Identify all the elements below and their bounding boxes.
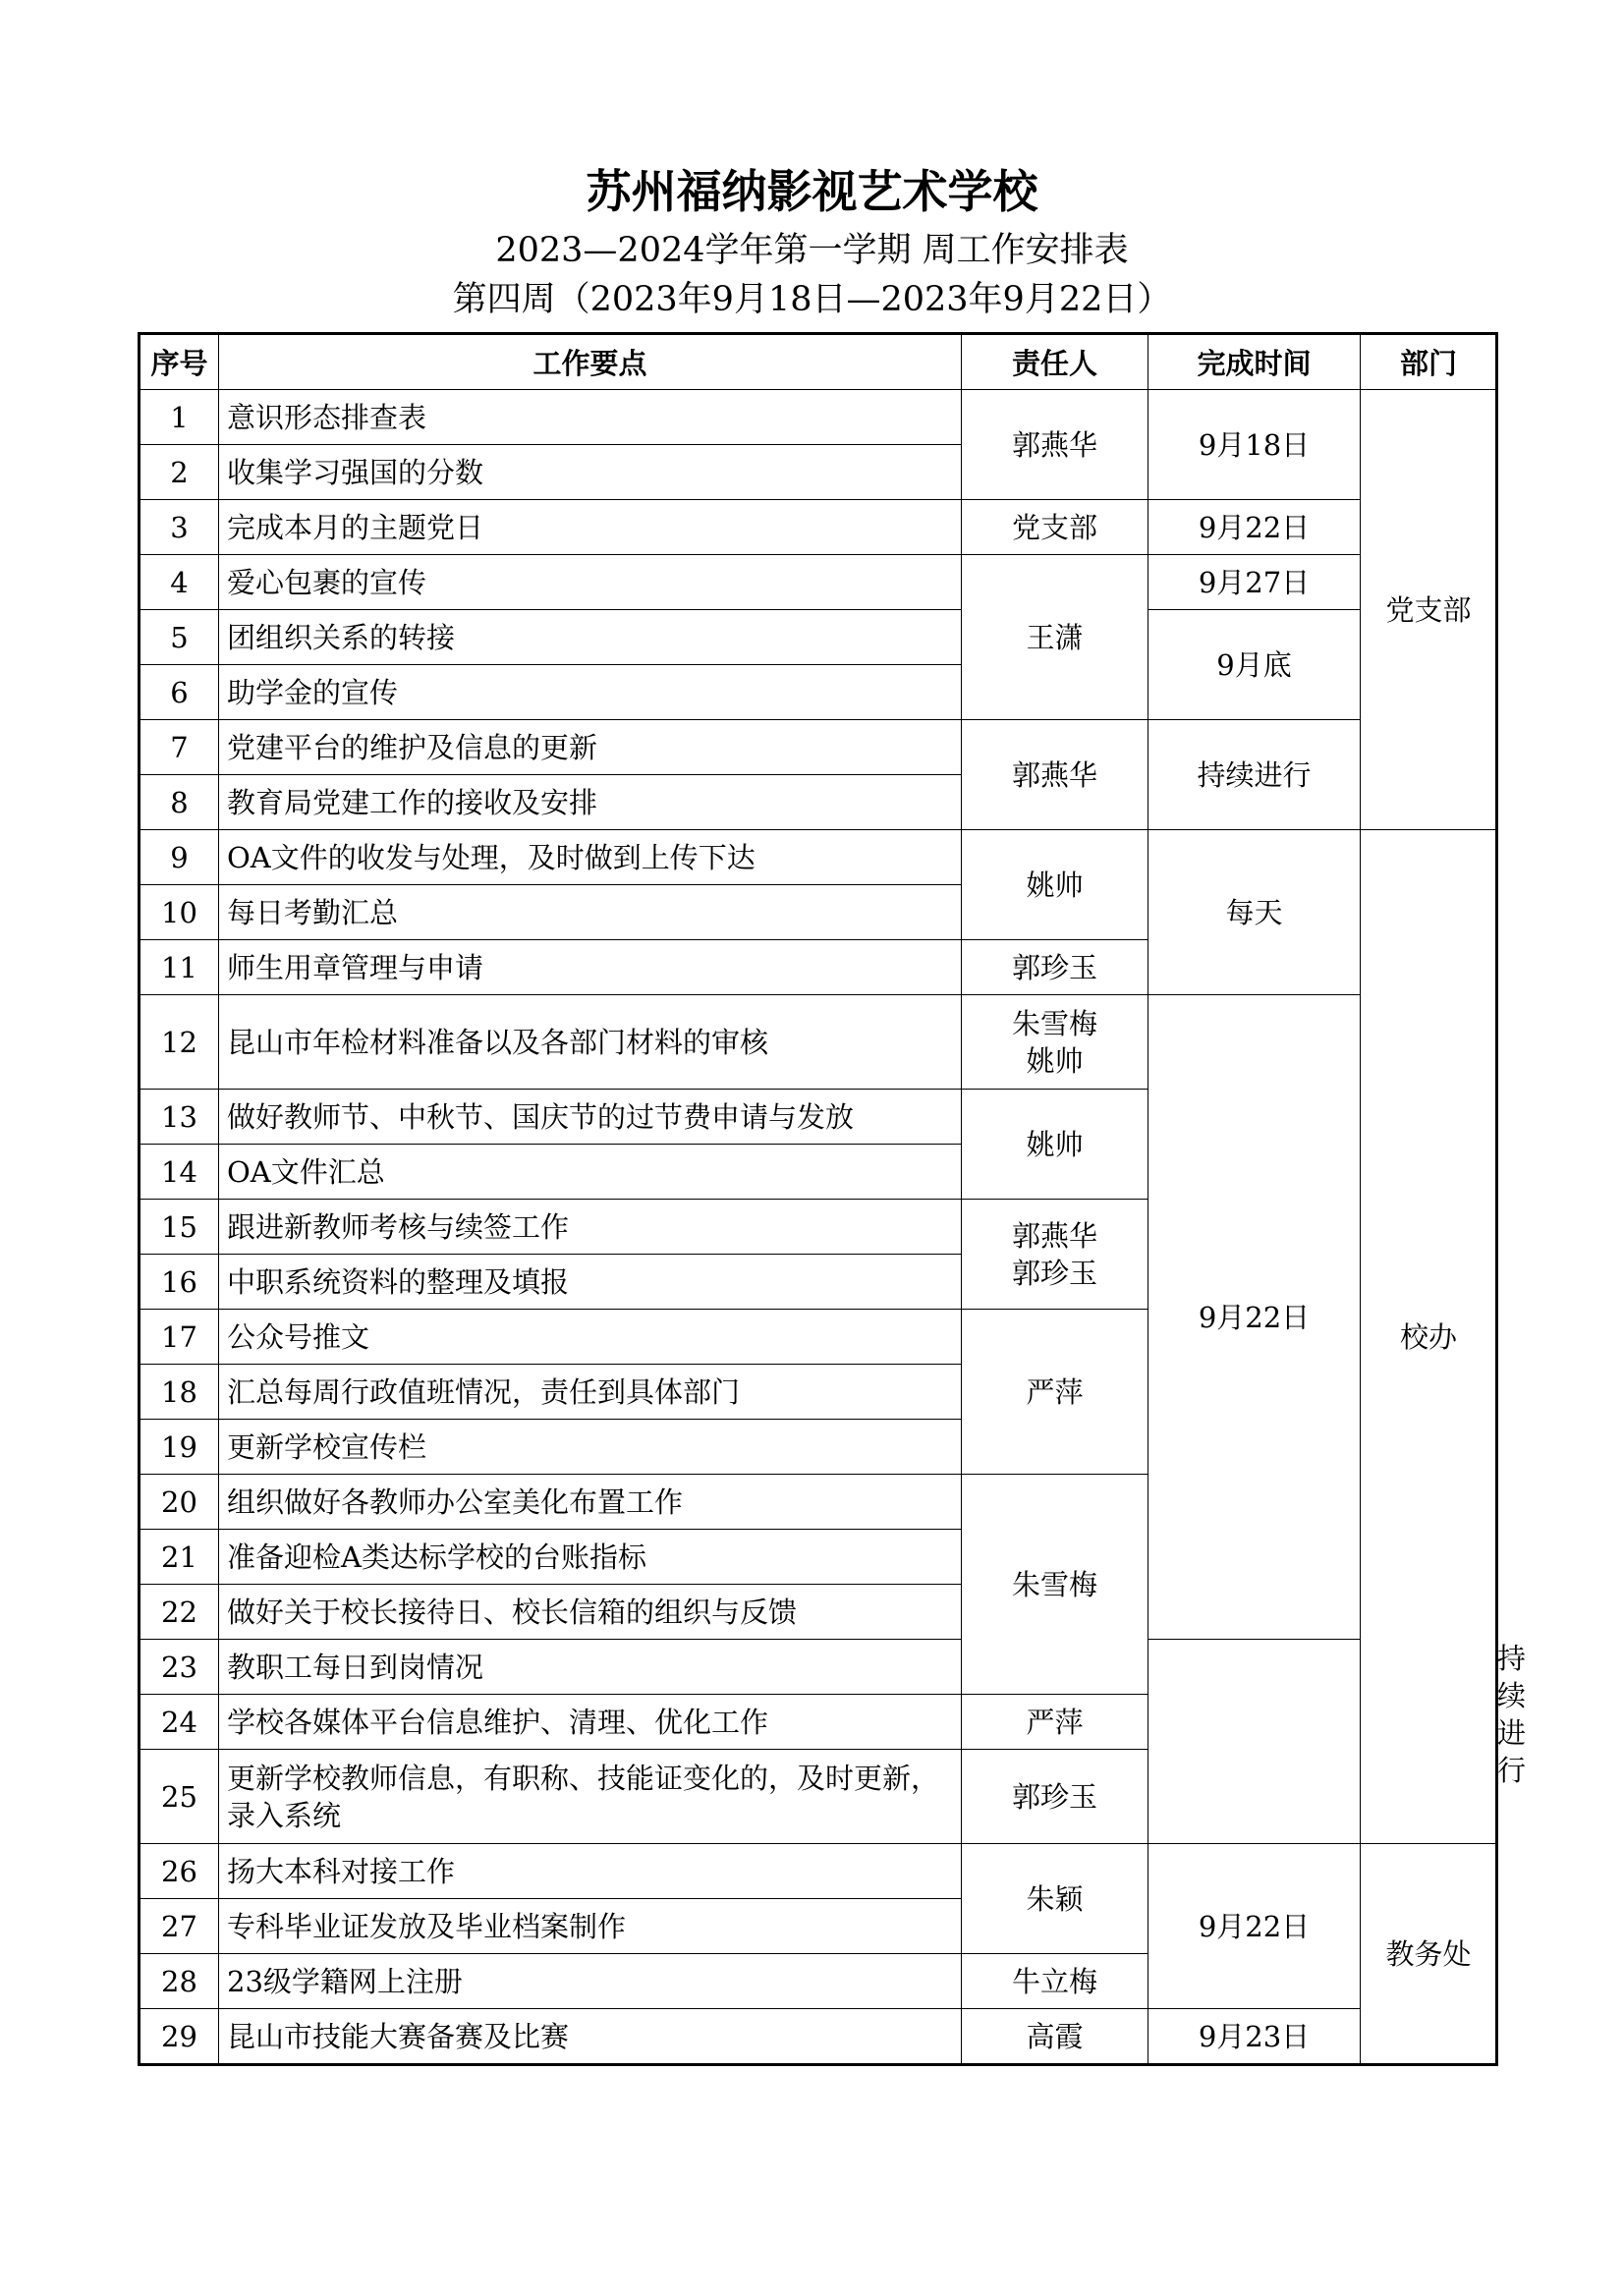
document-subtitle: 2023—2024学年第一学期 周工作安排表 <box>495 231 1129 270</box>
row-number: 10 <box>140 885 219 940</box>
week-range: 第四周（2023年9月18日—2023年9月22日） <box>452 280 1172 319</box>
person-cell: 姚帅 <box>962 1090 1148 1200</box>
document-title: 苏州福纳影视艺术学校 <box>586 165 1038 218</box>
row-number: 16 <box>140 1255 219 1310</box>
header-number: 序号 <box>140 334 219 390</box>
row-number: 12 <box>140 995 219 1090</box>
row-number: 11 <box>140 940 219 995</box>
task-cell: 爱心包裹的宣传 <box>219 555 962 610</box>
deadline-cell: 9月底 <box>1148 610 1361 720</box>
deadline-cell: 9月27日 <box>1148 555 1361 610</box>
row-number: 1 <box>140 390 219 445</box>
task-cell: 助学金的宣传 <box>219 665 962 720</box>
task-cell: 教育局党建工作的接收及安排 <box>219 775 962 830</box>
task-cell: 23级学籍网上注册 <box>219 1954 962 2009</box>
department-cell: 党支部 <box>1361 390 1497 830</box>
task-cell: 师生用章管理与申请 <box>219 940 962 995</box>
table-row <box>140 1750 1497 1844</box>
row-number: 19 <box>140 1420 219 1475</box>
person-cell <box>962 995 1148 1090</box>
deadline-cell: 每天 <box>1148 830 1361 995</box>
task-cell: 跟进新教师考核与续签工作 <box>219 1200 962 1255</box>
row-number: 22 <box>140 1585 219 1640</box>
work-schedule-table <box>138 332 1527 2066</box>
deadline-cell: 9月22日 <box>1148 995 1361 1640</box>
task-cell: 专科毕业证发放及毕业档案制作 <box>219 1899 962 1954</box>
person-cell: 郭燕华 <box>962 720 1148 830</box>
row-number: 23 <box>140 1640 219 1695</box>
person-cell: 朱雪梅 <box>962 1475 1148 1695</box>
task-cell: 收集学习强国的分数 <box>219 445 962 500</box>
person-cell: 郭珍玉 <box>962 1750 1148 1844</box>
task-cell: 昆山市年检材料准备以及各部门材料的审核 <box>219 995 962 1090</box>
table-row <box>140 500 1497 555</box>
person-cell: 严萍 <box>962 1310 1148 1475</box>
task-cell: 教职工每日到岗情况 <box>219 1640 962 1695</box>
row-number: 17 <box>140 1310 219 1365</box>
task-cell: 每日考勤汇总 <box>219 885 962 940</box>
task-cell: 更新学校宣传栏 <box>219 1420 962 1475</box>
table-row <box>140 1844 1497 1899</box>
task-cell: 汇总每周行政值班情况，责任到具体部门 <box>219 1365 962 1420</box>
header-task: 工作要点 <box>219 334 962 390</box>
task-cell: 昆山市技能大赛备赛及比赛 <box>219 2009 962 2065</box>
header-department: 部门 <box>1361 334 1497 390</box>
table-row: 22 做好关于校长接待日、校长信箱的组织与反馈 持续进行 <box>140 1585 1497 1640</box>
task-cell: 做好关于校长接待日、校长信箱的组织与反馈 <box>219 1585 962 1640</box>
row-number: 3 <box>140 500 219 555</box>
row-number: 28 <box>140 1954 219 2009</box>
table-row <box>140 555 1497 610</box>
person-name: 姚帅 <box>1026 1043 1084 1078</box>
task-cell: 团组织关系的转接 <box>219 610 962 665</box>
row-number: 14 <box>140 1145 219 1200</box>
person-cell <box>962 1200 1148 1310</box>
deadline-cell: 持续进行 <box>1148 720 1361 830</box>
row-number: 20 <box>140 1475 219 1530</box>
task-cell: OA文件汇总 <box>219 1145 962 1200</box>
table-row <box>140 830 1497 885</box>
table-row <box>140 1640 1497 1695</box>
table-header-row <box>140 334 1497 390</box>
row-number: 2 <box>140 445 219 500</box>
row-number: 24 <box>140 1695 219 1750</box>
task-cell: 扬大本科对接工作 <box>219 1844 962 1899</box>
row-number: 21 <box>140 1530 219 1585</box>
table-row <box>140 720 1497 775</box>
row-number: 6 <box>140 665 219 720</box>
deadline-cell: 9月22日 <box>1148 1844 1361 2009</box>
person-name: 朱雪梅 <box>1011 1006 1097 1040</box>
task-cell: OA文件的收发与处理，及时做到上传下达 <box>219 830 962 885</box>
person-cell: 王潇 <box>962 555 1148 720</box>
row-number: 8 <box>140 775 219 830</box>
table-row <box>140 2009 1497 2065</box>
department-cell: 校办 <box>1361 830 1497 1844</box>
person-cell: 郭珍玉 <box>962 940 1148 995</box>
deadline-cell: 9月18日 <box>1148 390 1361 500</box>
row-number: 15 <box>140 1200 219 1255</box>
person-cell: 郭燕华 <box>962 390 1148 500</box>
person-cell: 朱颖 <box>962 1844 1148 1954</box>
header-deadline: 完成时间 <box>1148 334 1361 390</box>
person-cell: 牛立梅 <box>962 1954 1148 2009</box>
row-number: 29 <box>140 2009 219 2065</box>
row-number: 7 <box>140 720 219 775</box>
task-cell: 完成本月的主题党日 <box>219 500 962 555</box>
row-number: 27 <box>140 1899 219 1954</box>
person-cell: 党支部 <box>962 500 1148 555</box>
task-cell: 意识形态排查表 <box>219 390 962 445</box>
task-cell: 更新学校教师信息，有职称、技能证变化的，及时更新，录入系统 <box>219 1750 962 1844</box>
table-row <box>140 390 1497 445</box>
task-cell: 准备迎检A类达标学校的台账指标 <box>219 1530 962 1585</box>
person-name: 郭燕华 <box>1011 1218 1097 1253</box>
row-number: 9 <box>140 830 219 885</box>
table-row <box>140 995 1497 1090</box>
department-cell: 教务处 <box>1361 1844 1497 2065</box>
deadline-cell: 9月23日 <box>1148 2009 1361 2065</box>
table-row <box>140 1695 1497 1750</box>
person-cell: 高霞 <box>962 2009 1148 2065</box>
header-person: 责任人 <box>962 334 1148 390</box>
row-number: 18 <box>140 1365 219 1420</box>
row-number: 25 <box>140 1750 219 1844</box>
task-cell: 学校各媒体平台信息维护、清理、优化工作 <box>219 1695 962 1750</box>
table-row <box>140 610 1497 665</box>
person-cell: 严萍 <box>962 1695 1148 1750</box>
row-number: 4 <box>140 555 219 610</box>
task-cell: 中职系统资料的整理及填报 <box>219 1255 962 1310</box>
deadline-cell: 9月22日 <box>1148 500 1361 555</box>
person-cell: 姚帅 <box>962 830 1148 940</box>
row-number: 13 <box>140 1090 219 1145</box>
task-cell: 组织做好各教师办公室美化布置工作 <box>219 1475 962 1530</box>
person-name: 郭珍玉 <box>1011 1256 1097 1290</box>
task-cell: 党建平台的维护及信息的更新 <box>219 720 962 775</box>
task-cell: 做好教师节、中秋节、国庆节的过节费申请与发放 <box>219 1090 962 1145</box>
row-number: 5 <box>140 610 219 665</box>
row-number: 26 <box>140 1844 219 1899</box>
task-cell: 公众号推文 <box>219 1310 962 1365</box>
